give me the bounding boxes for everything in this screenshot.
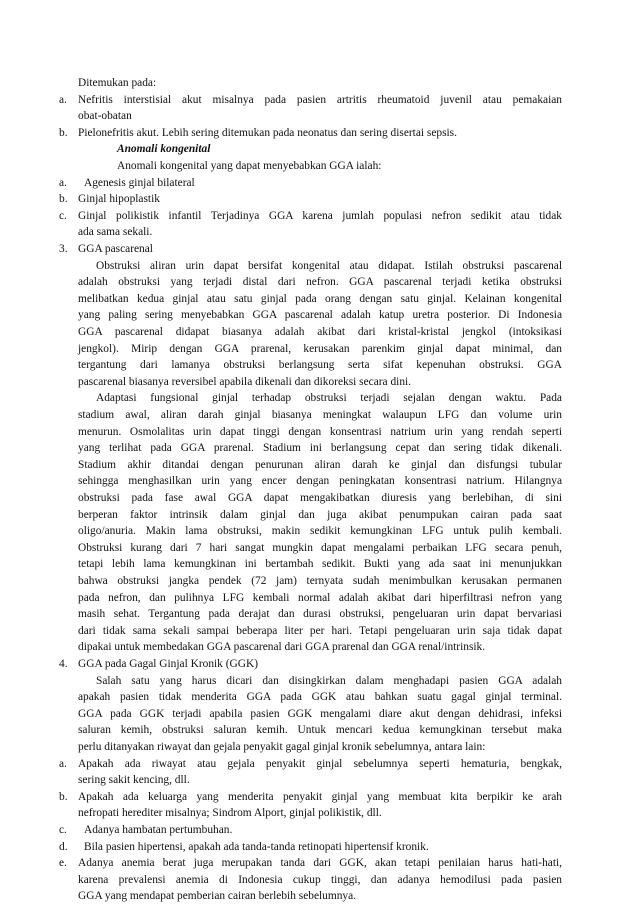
line-text: Apakah ada keluarga yang menderita penyakit ginjal yang membuat kita berpikir ke arah <box>78 790 562 803</box>
line-text: pascarenal biasanya reversibel apabila dikenali dan dikoreksi secara dini. <box>78 375 412 388</box>
line-text: nefropati herediter misalnya; Sindrom Alport, ginjal polikistik, dll. <box>78 807 382 820</box>
line-text: yang paling sering menyebabkan GGA pascarenal adalah katup uretra posterior. Di Indonesia <box>78 309 562 322</box>
section-heading: Anomali kongenital <box>117 143 211 156</box>
list-marker: b. <box>59 193 68 206</box>
line-text: jengkol). Mirip dengan GGA prarenal, kerusakan parenkim ginjal dapat minimal, dan <box>78 342 562 355</box>
line-text: GGA pada Gagal Ginjal Kronik (GGK) <box>78 658 258 670</box>
line-text: GGA pada GGK terjadi apabila pasien GGK mengalami diare akut dengan dehidrasi, infeksi <box>78 707 562 720</box>
line-text: Obstruksi aliran urin dapat bersifat kongenital atau didapat. Istilah obstruksi pascarenal <box>96 259 562 272</box>
list-marker: b. <box>59 126 68 139</box>
line-text: sering sakit kencing, dll. <box>78 774 190 787</box>
line-text: perlu ditanyakan riwayat dan gejala penyakit gagal ginjal kronik sebelumnya, antara lain: <box>78 741 486 753</box>
line-text: masih sehat. Tergantung pada derajat dan durasi obstruksi, pengeluaran urin dapat bervariasi <box>78 608 562 621</box>
line-text: Agenesis ginjal bilateral <box>84 176 195 189</box>
line-text: GGA pascarenal <box>78 243 153 255</box>
line-text: Salah satu yang harus dicari dan disingkirkan dalam menghadapi pasien GGA adalah <box>96 674 562 687</box>
line-text: Apakah ada riwayat atau gejala penyakit ginjal sebelumnya seperti hematuria, bengkak, <box>78 757 562 770</box>
line-text: Bila pasien hipertensi, apakah ada tanda-tanda retinopati hipertensif kronik. <box>84 840 429 853</box>
line-text: GGA pascarenal didapat biasanya adalah akibat dari kristal-kristal jengkol (intoksikasi <box>78 326 562 338</box>
line-text: obstruksi pada fase awal GGA dapat mengakibatkan diuresis yang berlebihan, di sini <box>78 492 562 504</box>
line-text: Nefritis interstisial akut misalnya pada pasien artritis rheumatoid juvenil atau pemakaian <box>78 93 562 106</box>
list-marker: 3. <box>59 243 68 255</box>
line-text: menurun. Osmolalitas urin dapat tinggi dengan konsentrasi natrium urin yang rendah seperti <box>78 425 562 438</box>
line-text: Anomali kongenital yang dapat menyebabkan GGA ialah: <box>117 160 382 172</box>
line-text: obat-obatan <box>78 110 132 123</box>
line-text: bahwa obstruksi jangka pendek (72 jam) ternyata sudah menimbulkan kerusakan permanen <box>78 575 562 587</box>
line-text: apakah pasien tidak menderita GGA pada GGK atau bahkan suatu gagal ginjal terminal. <box>78 691 562 704</box>
line-text: Ginjal polikistik infantil Terjadinya GGA karena jumlah populasi nefron sedikit atau tidak <box>78 209 562 222</box>
line-text: tergantung dari lamanya obstruksi berlangsung serta sifat kepenuhan obstruksi. GGA <box>78 359 562 372</box>
line-text: berperan faktor intrinsik dalam ginjal dan juga akibat penumpukan cairan pada saat <box>78 508 562 521</box>
line-text: Ginjal hipoplastik <box>78 193 160 206</box>
line-text: sehingga menghasilkan urin yang encer dengan peningkatan konsentrasi natrium. Hilangnya <box>78 475 562 488</box>
line-text: adalah obstruksi yang terjadi distal dari nefron. GGA pascarenal terjadi ketika obstruksi <box>78 276 562 289</box>
line-text: Adanya anemia berat juga merupakan tanda dari GGK, akan tetapi penilaian harus hati-hati, <box>78 857 562 870</box>
line-text: Stadium akhir ditandai dengan penurunan aliran darah ke ginjal dan disfungsi tubular <box>78 458 562 471</box>
list-marker: b. <box>59 790 68 803</box>
line-text: dari tidak sama sekali sampai beberapa liter per hari. Tetapi pengeluaran urin saja tidak dapat <box>78 624 562 637</box>
line-text: dipakai untuk membedakan GGA pascarenal dari GGA prarenal dan GGA renal/intrinsik. <box>78 641 486 654</box>
line-text: stadium awal, aliran darah ginjal biasanya meningkat walaupun LFG dan volume urin <box>78 409 562 421</box>
line-text: Ditemukan pada: <box>78 77 157 89</box>
line-text: GGA yang mendapat pemberian cairan berlebih sebelumnya. <box>78 890 357 903</box>
line-text: Pielonefritis akut. Lebih sering ditemukan pada neonatus dan sering disertai sepsis. <box>78 126 457 139</box>
list-marker: d. <box>59 840 68 853</box>
line-text: yang terlihat pada GGA prarenal. Stadium ini berlangsung cepat dan sering tidak dikenali. <box>78 442 562 455</box>
line-text: ada sama sekali. <box>78 226 153 239</box>
list-marker: c. <box>59 209 67 222</box>
line-text: oligo/anuria. Makin lama obstruksi, makin sedikit kemungkinan LFG untuk pulih kembali. <box>78 525 562 538</box>
line-text: tetapi lebih lama kemungkinan ini bertambah sedikit. Bukti yang ada saat ini menunjukkan <box>78 558 562 571</box>
list-marker: 4. <box>59 658 68 670</box>
list-marker: a. <box>59 93 67 106</box>
line-text: saluran kemih, obstruksi saluran kemih. Untuk mencari kedua kemungkinan tersebut maka <box>78 724 562 737</box>
list-marker: a. <box>59 176 67 189</box>
line-text: Adaptasi fungsional ginjal terhadap obstruksi terjadi sejalan dengan waktu. Pada <box>96 392 562 405</box>
list-marker: e. <box>59 857 67 870</box>
line-text: melibatkan kedua ginjal atau satu ginjal pada orang dengan satu ginjal. Kelainan kongenital <box>78 292 562 305</box>
list-marker: c. <box>59 824 67 836</box>
line-text: pada nefron, dan pulihnya LFG kembali normal adalah akibat dari hiperfiltrasi nefron yang <box>78 591 562 604</box>
list-marker: a. <box>59 757 67 770</box>
line-text: karena prevalensi anemia di Indonesia cukup tinggi, dan adanya hemodilusi pada pasien <box>78 873 562 886</box>
line-text: Adanya hambatan pertumbuhan. <box>84 824 233 836</box>
line-text: Obstruksi kurang dari 7 hari sangat mungkin dapat mengalami perbaikan LFG secara penuh, <box>78 541 562 554</box>
